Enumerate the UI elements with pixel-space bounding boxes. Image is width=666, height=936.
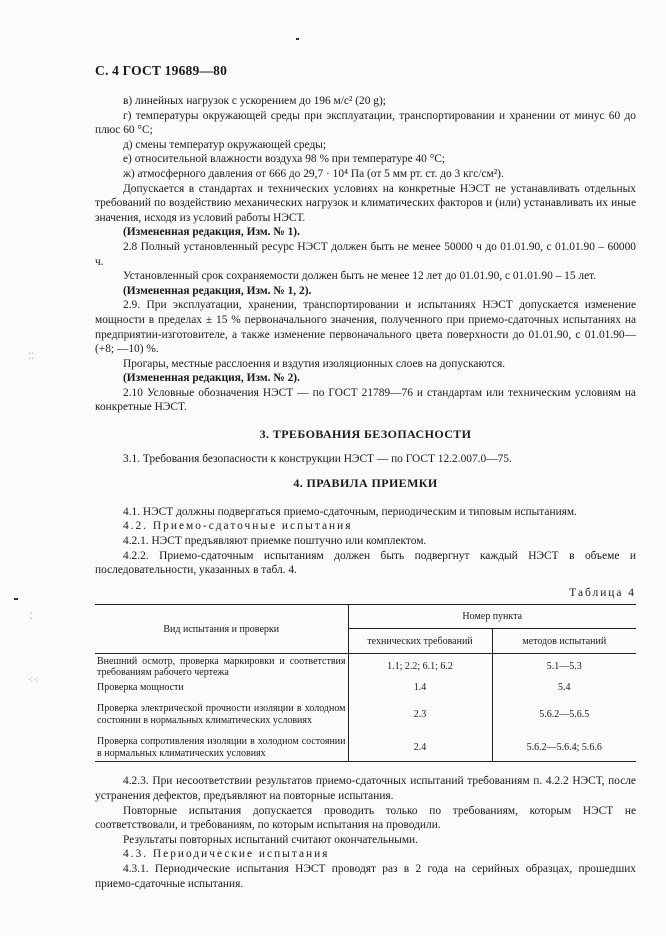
- table-header-test: Вид испытания и проверки: [95, 605, 348, 654]
- paragraph: Допускается в стандартах и технических условиях на конкретные НЭСТ не устанавливать отдельных требований по воздействию механических нагрузок и климатических факторов и (или) устанавливать их иные значения, исходя из условий работы НЭСТ.: [95, 182, 636, 224]
- table-cell-methods: 5.6.2—5.6.5: [492, 696, 636, 734]
- paragraph: 2.9. При эксплуатации, хранении, транспортировании и испытаниях НЭСТ допускается изменение мощности в пределах ± 15 % первоначального значения, полученного при приемо-сдаточных испытаниях на предприятии-изготовителе, а также изменение первоначального цвета поверхности до 01.01.90, с 01.01.90—(+8; —10) %.: [95, 299, 636, 356]
- tests-table: [95, 604, 636, 762]
- paragraph: в) линейных нагрузок с ускорением до 196 м/с² (20 g);: [123, 95, 386, 107]
- paragraph: д) смены температур окружающей среды;: [123, 138, 327, 151]
- paragraph: Прогары, местные расслоения и вздутия изоляционных слоев на допускаются.: [123, 357, 506, 370]
- table-cell-name: Проверка сопротивления изоляции в холодном состоянии в нормальных климатических условиях: [95, 734, 348, 762]
- paragraph: е) относительной влажности воздуха 98 % при температуре 40 °С;: [123, 153, 446, 166]
- table-cell-methods: 5.6.2—5.6.4; 5.6.6: [492, 734, 636, 762]
- scan-dot: [14, 598, 18, 600]
- section-heading: 3. ТРЕБОВАНИЯ БЕЗОПАСНОСТИ: [259, 427, 472, 442]
- table-header-methods: методов испытаний: [492, 629, 636, 654]
- table-row: [95, 680, 636, 696]
- paragraph: Повторные испытания допускается проводить только по требованиям, которым НЭСТ не соответствовали, и требованиям, по которым испытания на проводили.: [95, 804, 636, 832]
- paragraph: г) температуры окружающей среды при эксплуатации, транспортировании и хранении от минус 60 до плюс 60 °С;: [95, 109, 636, 137]
- paragraph: Установленный срок сохраняемости должен быть не менее 12 лет до 01.01.90, с 01.01.90 – 15 лет.: [123, 270, 597, 283]
- table-cell-tech: 1.1; 2.2; 6.1; 6.2: [348, 654, 492, 680]
- page-header: С. 4 ГОСТ 19689—80: [95, 63, 228, 78]
- paragraph: 3.1. Требования безопасности к конструкции НЭСТ — по ГОСТ 12.2.007.0—75.: [123, 452, 512, 465]
- scan-speck: ⁖⁖: [28, 676, 39, 686]
- subsection-heading: 4.3. Периодические испытания: [123, 848, 330, 861]
- scan-speck: ⁚: [30, 612, 33, 622]
- table-cell-methods: 5.1—5.3: [492, 654, 636, 680]
- table-cell-tech: 2.4: [348, 734, 492, 762]
- table-row: [95, 734, 636, 762]
- paragraph: 2.10 Условные обозначения НЭСТ — по ГОСТ 21789—76 и стандартам или техническим условиям на конкретные НЭСТ.: [95, 386, 636, 414]
- subsection-heading: 4.2. Приемо-сдаточные испытания: [123, 520, 353, 533]
- amendment-note: (Измененная редакция, Изм. № 2).: [123, 372, 300, 385]
- paragraph: 4.2.3. При несоответствии результатов приемо-сдаточных испытаний требованиям п. 4.2.2 НЭСТ, после устранения дефектов, предъявляют на повторные испытания.: [95, 775, 636, 802]
- paragraph: 4.2.1. НЭСТ предъявляют приемке поштучно или комплектом.: [123, 535, 427, 548]
- table-header-item: Номер пункта: [348, 605, 636, 629]
- table-cell-name: Проверка мощности: [97, 682, 184, 694]
- table-row: [95, 654, 636, 680]
- table-cell-tech: 2.3: [348, 696, 492, 734]
- paragraph: 4.1. НЭСТ должны подвергаться приемо-сдаточным, периодическим и типовым испытаниям.: [123, 505, 577, 518]
- amendment-note: (Измененная редакция, Изм. № 1).: [123, 226, 300, 239]
- table-caption: Таблица 4: [569, 586, 636, 599]
- paragraph: 4.3.1. Периодические испытания НЭСТ проводят раз в 2 года на серийных образцах, прошедших приемо-сдаточные испытания.: [95, 862, 636, 890]
- amendment-note: (Измененная редакция, Изм. № 1, 2).: [123, 284, 312, 297]
- table-row: [95, 696, 636, 734]
- document-body: [95, 94, 636, 891]
- paragraph: ж) атмосферного давления от 666 до 29,7 · 10⁴ Па (от 5 мм рт. ст. до 3 кгс/см²).: [123, 167, 504, 180]
- table-cell-name: Проверка электрической прочности изоляции в холодном состоянии в нормальных климатических условиях: [97, 703, 346, 726]
- scan-speck: ⁚⁚: [28, 352, 34, 362]
- scan-dot: [296, 38, 299, 40]
- section-heading: 4. ПРАВИЛА ПРИЕМКИ: [293, 476, 438, 491]
- paragraph: 4.2.2. Приемо-сдаточным испытаниям должен быть подвергнут каждый НЭСТ в объеме и последовательности, указанных в табл. 4.: [95, 549, 636, 577]
- table-cell-tech: 1.4: [348, 680, 492, 696]
- table-cell-methods: 5.4: [492, 680, 636, 696]
- table-header-tech: технических требований: [348, 629, 492, 654]
- paragraph: Результаты повторных испытаний считают окончательными.: [123, 833, 418, 846]
- table-cell-name: Внешний осмотр, проверка маркировки и соответствия требованиям рабочего чертежа: [97, 655, 346, 679]
- paragraph: 2.8 Полный установленный ресурс НЭСТ должен быть не менее 50000 ч до 01.01.90, с 01.01.90 – 60000 ч.: [95, 240, 636, 268]
